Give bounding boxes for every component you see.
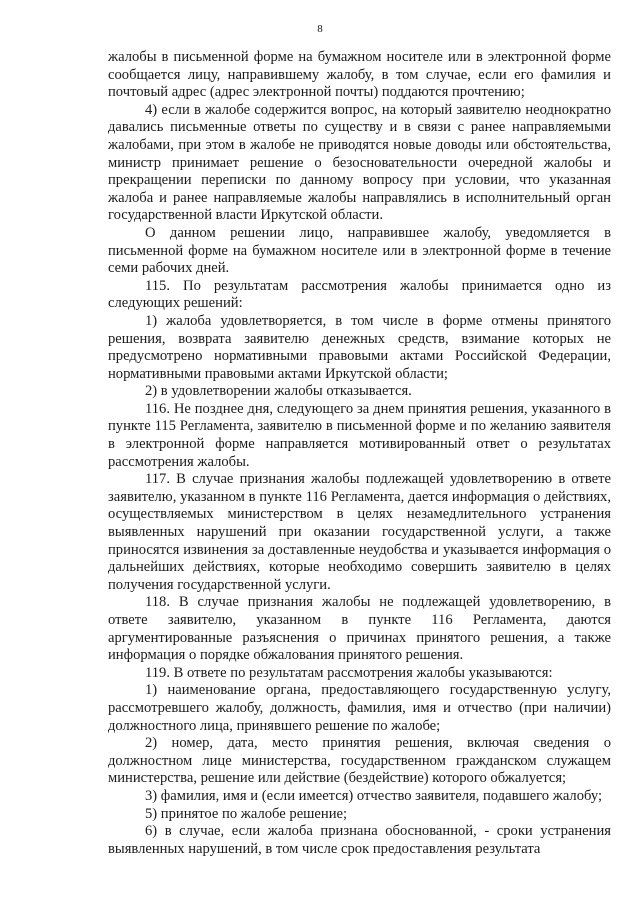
paragraph-115-item-1: 1) жалоба удовлетворяется, в том числе в форме отмены принятого решения, возврата заявителю денежных средств, взимание которых не предусмотрено нормативными правовыми актами Российской Федерации, нормативными правовыми актами Иркутской области; [108, 312, 611, 382]
paragraph-complaint-answer-continuation: жалобы в письменной форме на бумажном носителе или в электронной форме сообщается лицу, направившему жалобу, в том случае, если его фамилия и почтовый адрес (адрес электронной почты) поддаются прочтению; [108, 49, 611, 101]
paragraph-item-4-repeated-question: 4) если в жалобе содержится вопрос, на который заявителю неоднократно давались письменные ответы по существу и в связи с ранее направляемыми жалобами, при этом в жалобе не приводятся новые доводы или обстоятельства, министр принимает решение о безосновательности очередной жалобы и прекращении переписки по данному вопросу при условии, что указанная жалоба и ранее направляемые жалобы направлялись в исполнительный орган государственной власти Иркутской области. [108, 101, 611, 224]
paragraph-decision-notification: О данном решении лицо, направившее жалобу, уведомляется в письменной форме на бумажном носителе или в электронной форме в течение семи рабочих дней. [108, 224, 611, 277]
paragraph-119-item-5: 5) принятое по жалобе решение; [145, 805, 348, 822]
paragraph-119-item-1: 1) наименование органа, предоставляющего государственную услугу, рассмотревшего жалобу, должность, фамилия, имя и отчество (при наличии) должностного лица, принявшего решение по жалобе; [108, 682, 611, 734]
page-number: 8 [317, 23, 323, 35]
paragraph-118: 118. В случае признания жалобы не подлежащей удовлетворению, в ответе заявителю, указанном в пункте 116 Регламента, даются аргументированные разъяснения о причинах принятого решения, а также информация о порядке обжалования принятого решения. [108, 594, 611, 664]
paragraph-119-item-3: 3) фамилия, имя и (если имеется) отчество заявителя, подавшего жалобу; [145, 787, 603, 804]
paragraph-119-item-6: 6) в случае, если жалоба признана обоснованной, - сроки устранения выявленных нарушений, в том числе срок предоставления результата [108, 823, 611, 857]
paragraph-117: 117. В случае признания жалобы подлежащей удовлетворению в ответе заявителю, указанном в пункте 116 Регламента, дается информация о действиях, осуществляемых министерством в целях незамедлительного устранения выявленных нарушений при оказании государственной услуги, а также приносятся извинения за доставленные неудобства и указывается информация о дальнейших действиях, которые необходимо совершить заявителю в целях получения государственной услуги. [108, 471, 611, 593]
document-body [108, 49, 611, 858]
paragraph-115-item-2: 2) в удовлетворении жалобы отказывается. [145, 383, 412, 400]
paragraph-115: 115. По результатам рассмотрения жалобы принимается одно из следующих решений: [108, 277, 611, 312]
paragraph-116: 116. Не позднее дня, следующего за днем принятия решения, указанного в пункте 115 Регламента, заявителю в письменной форме и по желанию заявителя в электронной форме направляется мотивированный ответ о результатах рассмотрения жалобы. [108, 400, 611, 470]
paragraph-119: 119. В ответе по результатам рассмотрения жалобы указываются: [145, 664, 553, 681]
paragraph-119-item-2: 2) номер, дата, место принятия решения, включая сведения о должностном лице министерства, государственном гражданском служащем министерства, решение или действие (бездействие) которого обжалуется; [108, 735, 611, 787]
